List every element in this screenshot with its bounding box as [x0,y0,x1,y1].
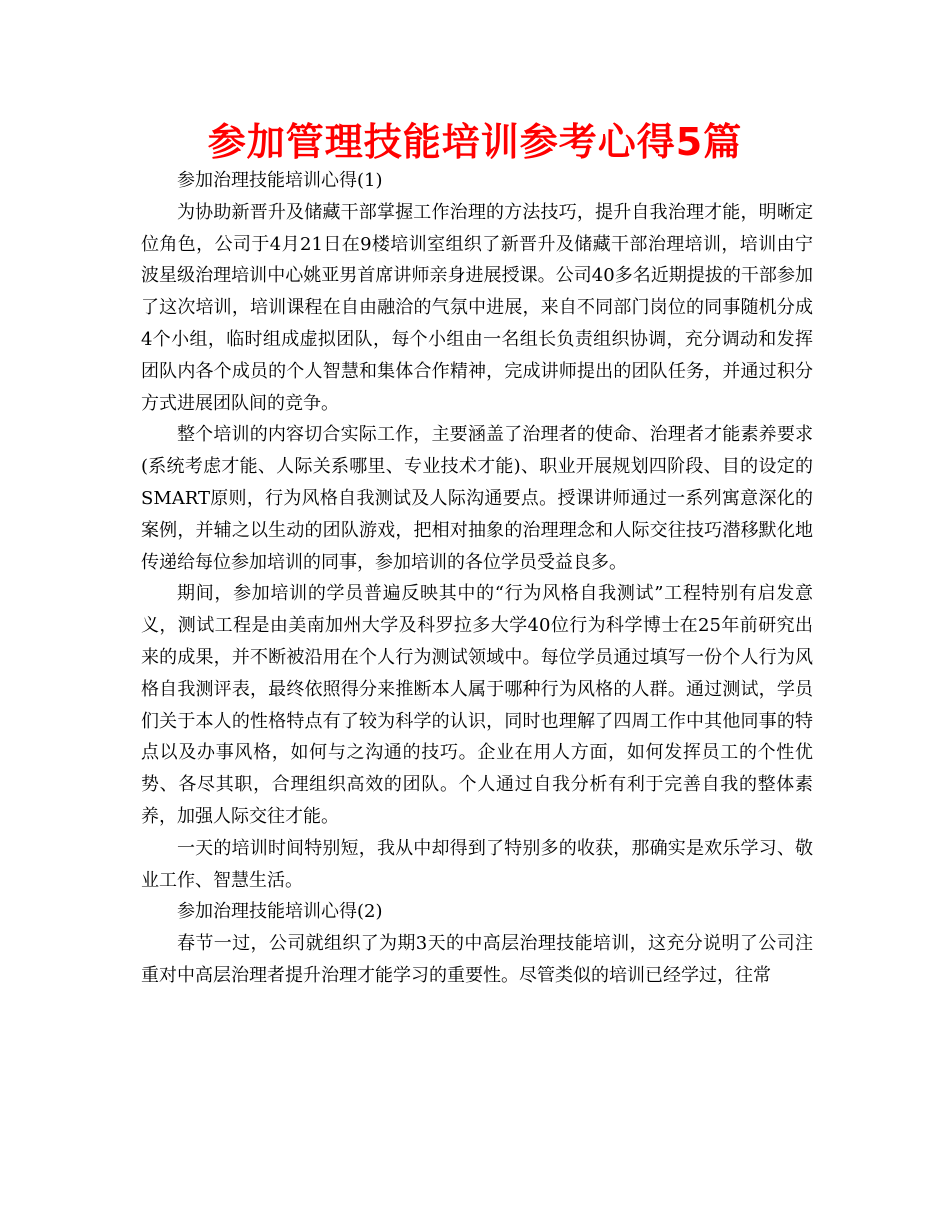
section-heading-1: 参加治理技能培训心得(1) [177,170,383,191]
paragraph: 为协助新晋升及储藏干部掌握工作治理的方法技巧，提升自我治理才能，明晰定位角色，公司于4月21日在9楼培训室组织了新晋升及储藏干部治理培训，培训由宁波星级治理培训中心姚亚男首席讲师亲身进展授课。公司40多名近期提拔的干部参加了这次培训，培训课程在自由融洽的气氛中进展，来自不同部门岗位的同事随机分成4个小组，临时组成虚拟团队，每个小组由一名组长负责组织协调，充分调动和发挥团队内各个成员的个人智慧和集体合作精神，完成讲师提出的团队任务，并通过积分方式进展团队间的竞争。 [141,201,813,414]
document-body [141,165,813,992]
section-heading-2: 参加治理技能培训心得(2) [177,901,383,923]
paragraph: 期间，参加培训的学员普遍反映其中的“行为风格自我测试”工程特别有启发意义，测试工程是由美南加州大学及科罗拉多大学40位行为科学博士在25年前研究出来的成果，并不断被沿用在个人行为测试领域中。每位学员通过填写一份个人行为风格自我测评表，最终依照得分来推断本人属于哪种行为风格的人群。通过测试，学员们关于本人的性格特点有了较为科学的认识，同时也理解了四周工作中其他同事的特点以及办事风格，如何与之沟通的技巧。企业在用人方面，如何发挥员工的个性优势、各尽其职，合理组织高效的团队。个人通过自我分析有利于完善自我的整体素养，加强人际交往才能。 [141,583,813,827]
document-title: 参加管理技能培训参考心得5篇 [207,120,743,164]
paragraph: 一天的培训时间特别短，我从中却得到了特别多的收获，那确实是欢乐学习、敬业工作、智慧生活。 [141,837,813,891]
paragraph: 春节一过，公司就组织了为期3天的中高层治理技能培训，这充分说明了公司注重对中高层治理者提升治理才能学习的重要性。尽管类似的培训已经学过，往常 [141,933,813,986]
paragraph: 整个培训的内容切合实际工作，主要涵盖了治理者的使命、治理者才能素养要求(系统考虑才能、人际关系哪里、专业技术才能)、职业开展规划四阶段、目的设定的SMART原则，行为风格自我测试及人际沟通要点。授课讲师通过一系列寓意深化的案例，并辅之以生动的团队游戏，把相对抽象的治理理念和人际交往技巧潜移默化地传递给每位参加培训的同事，参加培训的各位学员受益良多。 [141,424,813,573]
